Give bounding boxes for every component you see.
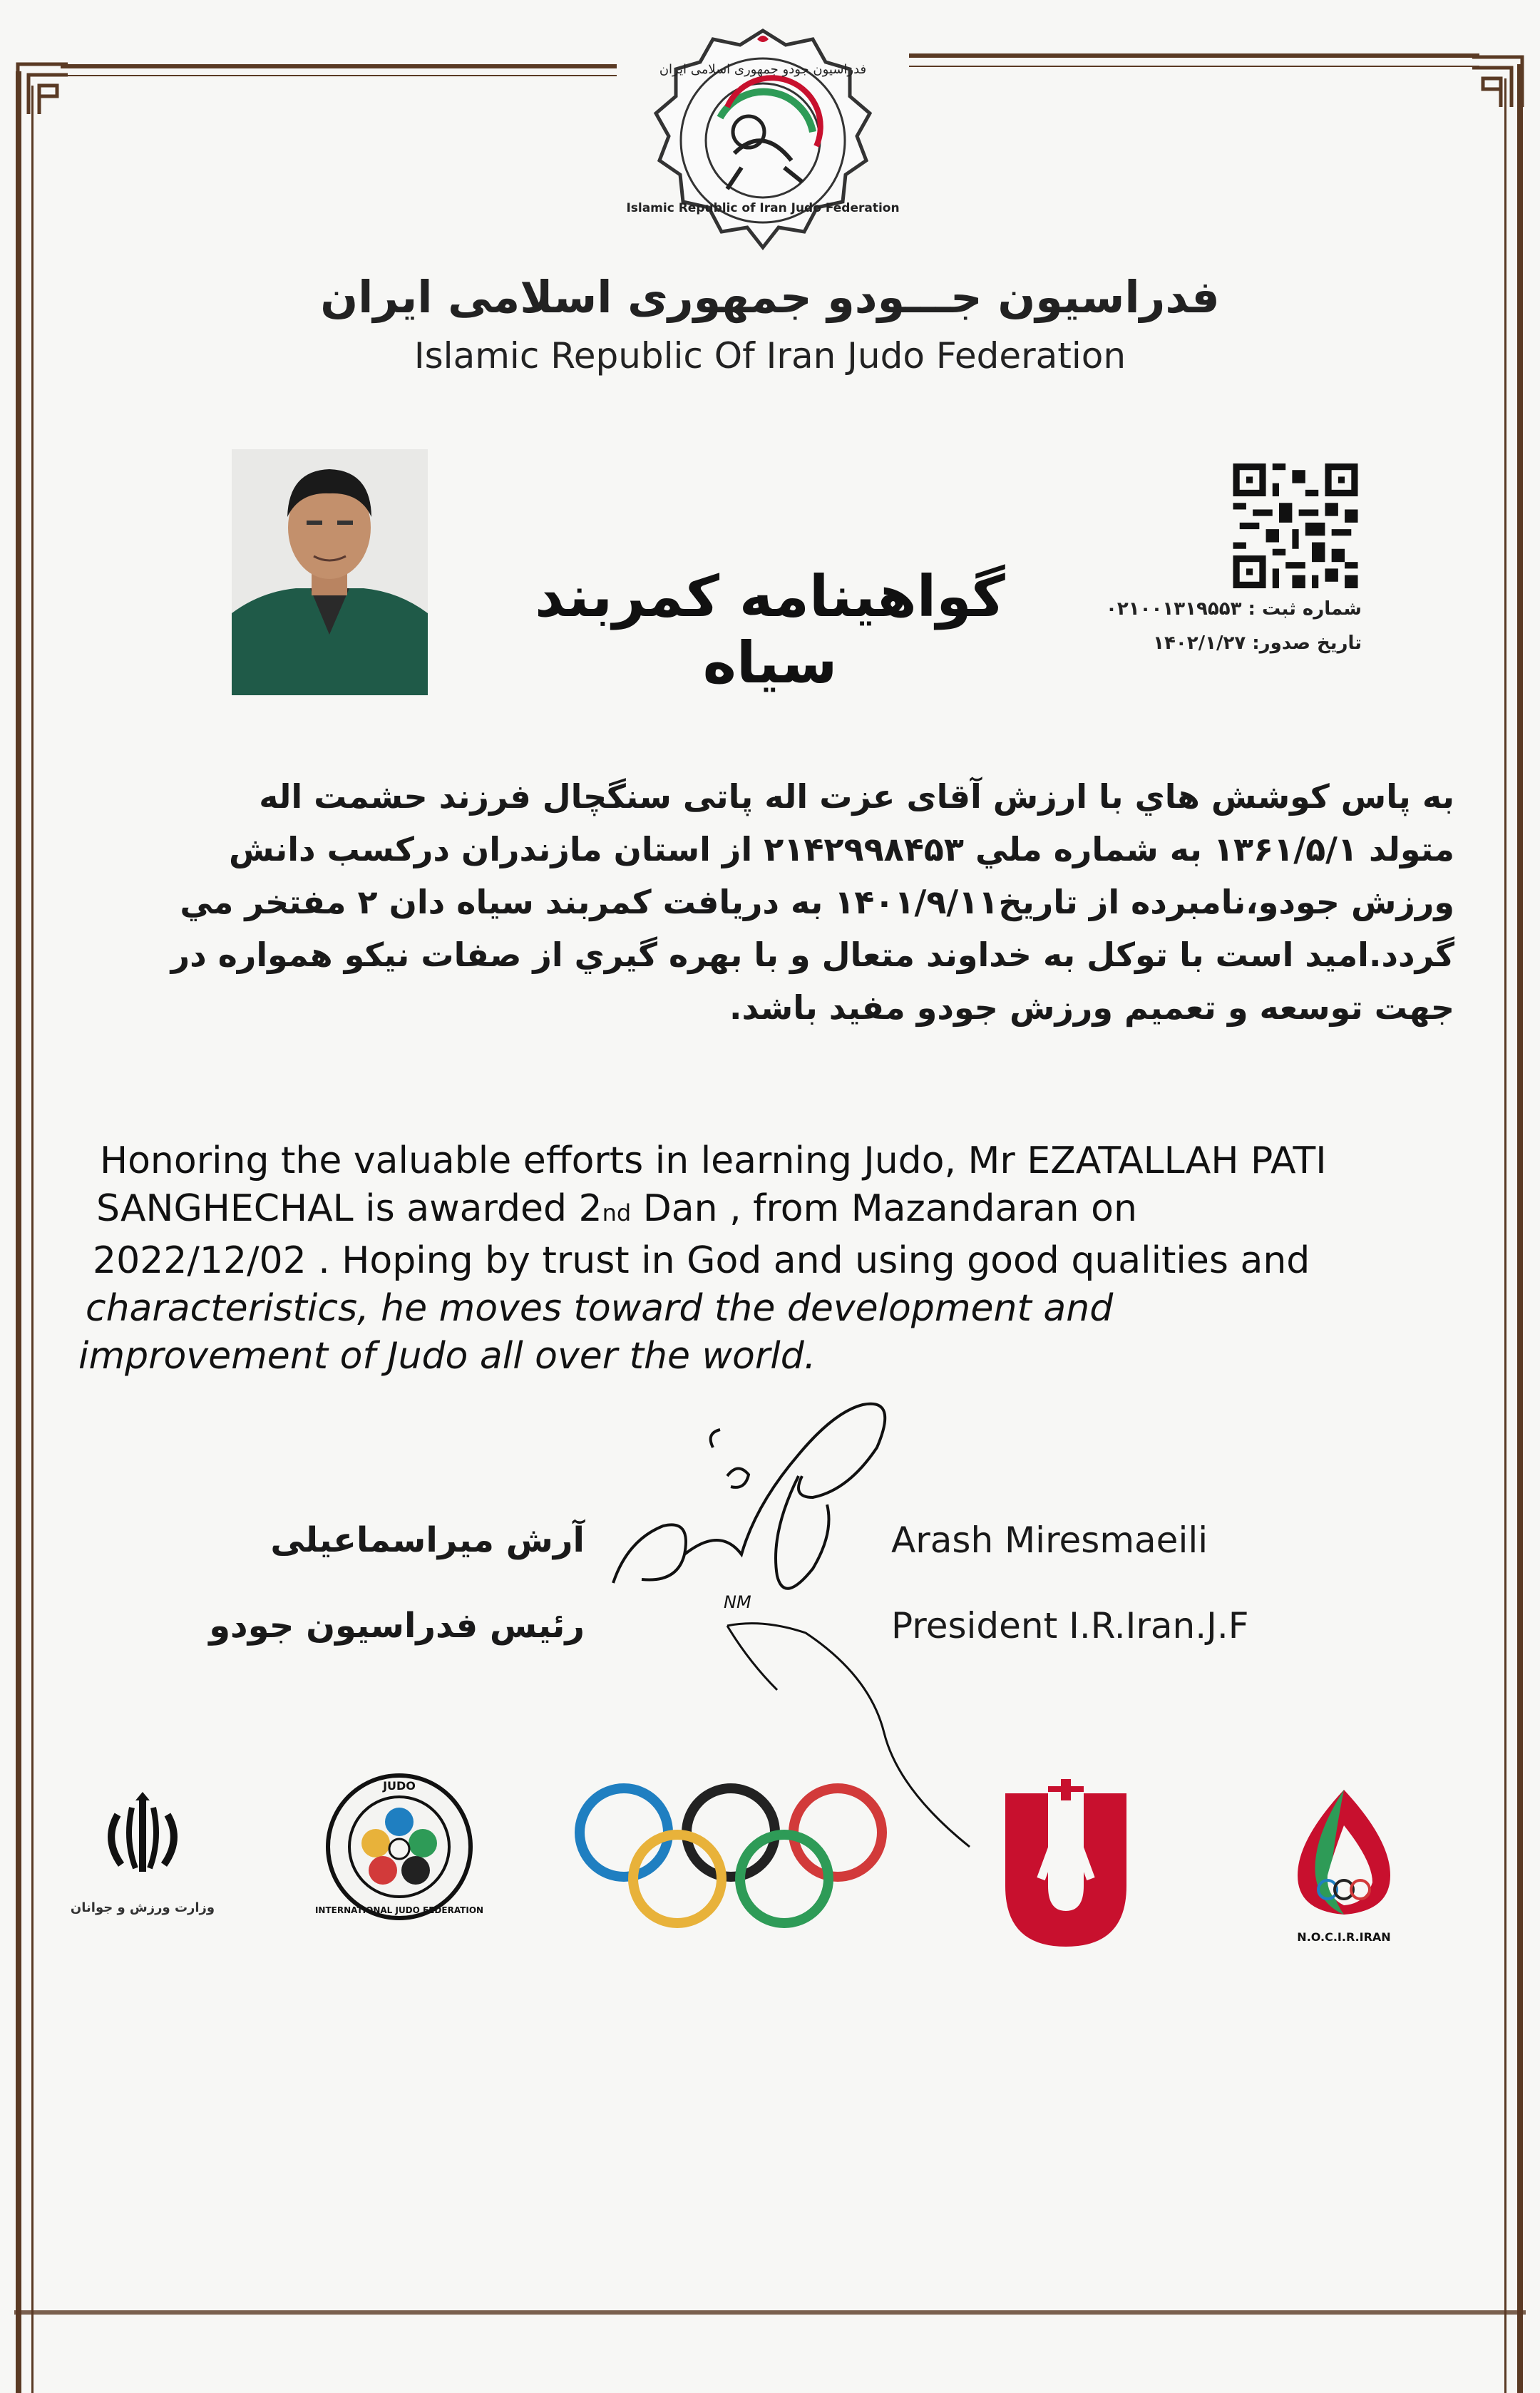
- svg-text:INTERNATIONAL JUDO FEDERATION: INTERNATIONAL JUDO FEDERATION: [314, 1905, 484, 1915]
- signatory-name-en: Arash Miresmaeili: [891, 1520, 1208, 1561]
- noc-iran-logo: [1283, 1783, 1405, 1947]
- olympic-rings-logo: [570, 1775, 898, 1939]
- en-body-line: SANGHECHAL is awarded 2nd Dan , from Mazandaran on: [96, 1187, 1137, 1230]
- en-body-line: improvement of Judo all over the world.: [78, 1335, 816, 1378]
- fa-body-line: گردد.امید است با توکل به خداوند متعال و با بهره گيري از صفات نيكو همواره در: [170, 936, 1454, 974]
- federation-name-fa: فدراسیون جـــودو جمهوری اسلامی ایران: [320, 271, 1220, 323]
- holder-photo: [232, 449, 428, 695]
- en-body-line: 2022/12/02 . Hoping by trust in God and using good qualities and: [93, 1239, 1310, 1282]
- issue-date: تاریخ صدور: ۱۴۰۲/۱/۲۷: [1153, 632, 1362, 654]
- fa-body-text: [128, 770, 1454, 1034]
- svg-text:فدراسیون جودو جمهوری اسلامی ای: فدراسیون جودو جمهوری اسلامی ایران: [659, 62, 867, 77]
- fa-body-line: به پاس کوشش هاي با ارزش آقای عزت اله پاتی سنگچال فرزند حشمت اله: [259, 777, 1454, 816]
- signatory-name-fa: آرش میراسماعیلی: [270, 1520, 585, 1560]
- registration-info: [1062, 592, 1362, 660]
- en-body-line: characteristics, he moves toward the development and: [86, 1287, 1114, 1330]
- en-body-line: Honoring the valuable efforts in learning Judo, Mr EZATALLAH PATI: [100, 1139, 1327, 1182]
- en-body-text: [78, 1137, 1469, 1380]
- svg-text:Islamic Republic of Iran Judo: Islamic Republic of Iran Judo Federation: [626, 201, 900, 215]
- ijf-logo: [314, 1772, 484, 1922]
- signatory-role-en: President I.R.Iran.J.F: [891, 1605, 1249, 1646]
- signatory-role-fa: رئیس فدراسیون جودو: [209, 1606, 585, 1646]
- federation-seal-logo: [620, 25, 905, 260]
- signatory-fa: [185, 1497, 585, 1669]
- svg-text:NM: NM: [724, 1592, 751, 1612]
- iran-emblem-logo: [89, 1786, 196, 1893]
- qr-code: [1228, 463, 1363, 588]
- registration-number: شماره ثبت : ۰۲۱۰۰۱۳۱۹۵۵۳: [1106, 598, 1362, 620]
- ministry-caption: وزارت ورزش و جوانان: [70, 1900, 215, 1915]
- fa-body-line: متولد ۱۳۶۱/۵/۱ به شماره ملي ۲۱۴۲۹۹۸۴۵۳ از استان مازندران درکسب دانش: [228, 830, 1454, 868]
- certificate-title: گواهینامه کمربند سیاه: [535, 563, 1005, 696]
- university-logo: [998, 1779, 1134, 1950]
- svg-text:N.O.C.I.R.IRAN: N.O.C.I.R.IRAN: [1297, 1930, 1391, 1944]
- federation-name-en: Islamic Republic Of Iran Judo Federation: [414, 335, 1126, 376]
- fa-body-line: جهت توسعه و تعميم ورزش جودو مفيد باشد.: [729, 988, 1454, 1027]
- fa-body-line: ورزش جودو،نامبرده از تاریخ۱۴۰۱/۹/۱۱ به دریافت کمربند سیاه دان ۲ مفتخر مي: [180, 883, 1454, 921]
- svg-text:JUDO: JUDO: [383, 1779, 416, 1793]
